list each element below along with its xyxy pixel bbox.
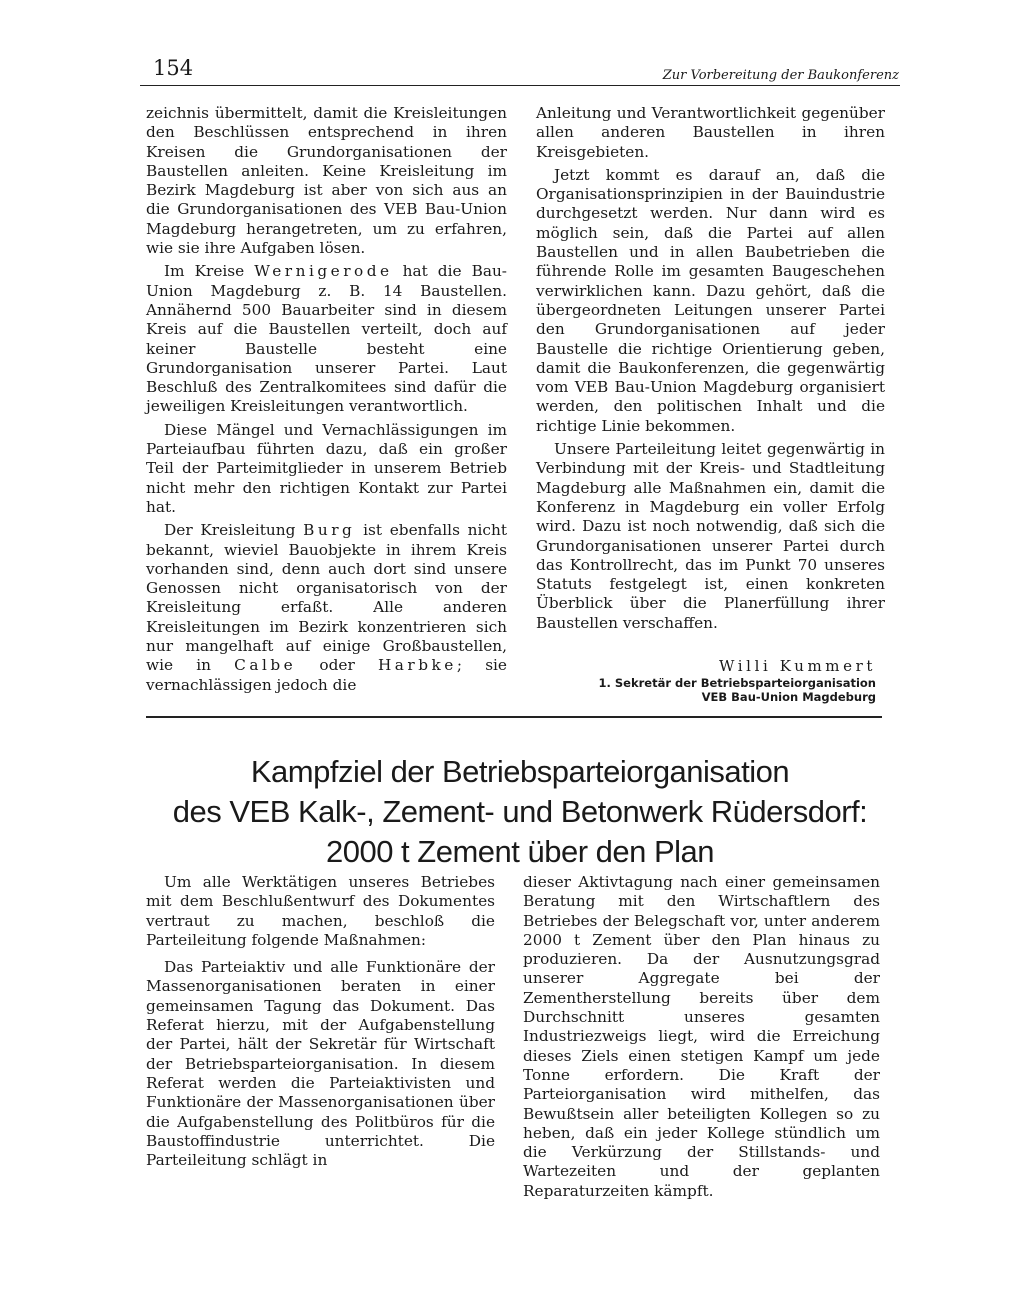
place-name: Calbe (234, 656, 297, 675)
paragraph: Diese Mängel und Vernachlässigungen im Parteiaufbau führten dazu, daß ein großer Teil der Parteimitglieder in unserem Betrieb nicht mehr den richtigen Kontakt zur Partei hat. (146, 420, 507, 516)
signature-organization: VEB Bau-Union Magdeburg (701, 690, 876, 704)
article-headline (100, 752, 940, 872)
running-head: Zur Vorbereitung der Baukonferenz (662, 68, 899, 83)
section-rule (146, 716, 882, 718)
article1-column-left (146, 104, 507, 699)
place-name: Harbke (377, 656, 457, 675)
place-name: Burg (303, 521, 356, 540)
text-span: Der Kreisleitung (164, 521, 296, 540)
paragraph: Um alle Werktätigen unseres Betriebes mit dem Beschlußentwurf des Dokumentes vertraut zu machen, beschloß die Parteileitung folgende Maßnahmen: (146, 873, 495, 949)
text-span: hat die Bau-Union Magdeburg z. B. 14 Baustellen. Annähernd 500 Bauarbeiter sind in diesem Kreis auf die Baustellen verteilt, doch auf keiner Baustelle besteht eine Grundorganisation unserer Partei. Laut Beschluß des Zentralkomitees sind dafür die jeweiligen Kreisleitungen verantwortlich. (146, 262, 507, 416)
signature-name: Willi Kummert (719, 657, 876, 675)
article2-column-right (523, 873, 880, 1209)
headline-line: 2000 t Zement über den Plan (325, 834, 715, 869)
paragraph: Unsere Parteileitung leitet gegenwärtig in Verbindung mit der Kreis- und Stadtleitung Magdeburg alle Maßnahmen ein, damit die Konferenz in Magdeburg ein voller Erfolg wird. Dazu ist noch notwendig, daß sich die Grundorganisationen unserer Partei durch das Kontrollrecht, das im Punkt 70 unseres Statuts festgelegt ist, einen konkreten Überblick über die Planerfüllung ihrer Baustellen verschaffen. (536, 440, 885, 632)
paragraph: Das Parteiaktiv und alle Funktionäre der Massenorganisationen beraten in einer gemeinsamen Tagung das Dokument. Das Referat hierzu, mit der Aufgabenstellung der Partei, hält der Sekretär für Wirtschaft der Betriebsparteiorganisation. In diesem Referat werden die Parteiaktivisten und Funktionäre der Massenorganisationen über die Aufgabenstellung des Politbüros für die Baustoffindustrie unterrichtet. Die Parteileitung schlägt in (146, 958, 495, 1170)
text-span: oder (319, 656, 355, 675)
signature-block (536, 656, 876, 704)
paragraph: Jetzt kommt es darauf an, daß die Organisationsprinzipien in der Bauindustrie durchgesetzt werden. Nur dann wird es möglich sein, daß die Partei auf allen Baustellen und in allen Baubetrieben die führende Rolle im gesamten Baugeschehen verwirklichen kann. Dazu gehört, daß die übergeordneten Leitungen unserer Partei den Grundorganisationen auf jeder Baustelle die richtige Orientierung geben, damit die Baukonferenzen, die gegenwärtig vom VEB Bau-Union Magdeburg organisiert werden, den politischen Inhalt und die richtige Linie bekommen. (536, 165, 885, 435)
headline-line: des VEB Kalk-, Zement- und Betonwerk Rüdersdorf: (172, 794, 868, 829)
text-span: ; sie vernachlässigen jedoch die (146, 656, 507, 694)
signature-title: 1. Sekretär der Betriebsparteiorganisation (598, 676, 876, 690)
page-number: 154 (153, 56, 194, 80)
text-span: ist ebenfalls nicht bekannt, wieviel Bauobjekte in ihrem Kreis vorhanden sind, denn auch dort sind unsere Genossen nicht organisatorisch von der Kreisleitung erfaßt. Alle anderen Kreisleitungen im Bezirk konzentrieren sich nur mangelhaft auf einige Großbaustellen, wie in (146, 521, 507, 675)
place-name: Wernigerode (254, 262, 393, 281)
paragraph: zeichnis übermittelt, damit die Kreisleitungen den Beschlüssen entsprechend in ihren Kreisen die Grundorganisationen der Baustellen anleiten. Keine Kreisleitung im Bezirk Magdeburg ist aber von sich aus an die Grundorganisationen des VEB Bau-Union Magdeburg herangetreten, um zu erfahren, wie sie ihre Aufgaben lösen. (146, 104, 507, 258)
header-rule (140, 85, 900, 86)
article1-column-right (536, 104, 885, 637)
paragraph: dieser Aktivtagung nach einer gemeinsamen Beratung mit den Wirtschaftlern des Betriebes der Belegschaft vor, unter anderem 2000 t Zement über den Plan hinaus zu produzieren. Da der Ausnutzungsgrad unserer Aggregate bei der Zementherstellung bereits über dem Durchschnitt unseres gesamten Industriezweigs liegt, wird die Erreichung dieses Ziels einen stetigen Kampf um jede Tonne erfordern. Die Kraft der Parteiorganisation wird mithelfen, das Bewußtsein aller beteiligten Kollegen so zu heben, daß ein jeder Kollege stündlich um die Verkürzung der Stillstands- und Wartezeiten und der geplanten Reparaturzeiten kämpft. (523, 873, 880, 1200)
article2-column-left (146, 873, 495, 1178)
paragraph (146, 521, 507, 695)
text-span: Im Kreise (164, 262, 245, 281)
headline-line: Kampfziel der Betriebsparteiorganisation (250, 754, 790, 789)
paragraph: Anleitung und Verantwortlichkeit gegenüber allen anderen Baustellen in ihren Kreisgebieten. (536, 104, 885, 161)
paragraph (146, 262, 507, 416)
